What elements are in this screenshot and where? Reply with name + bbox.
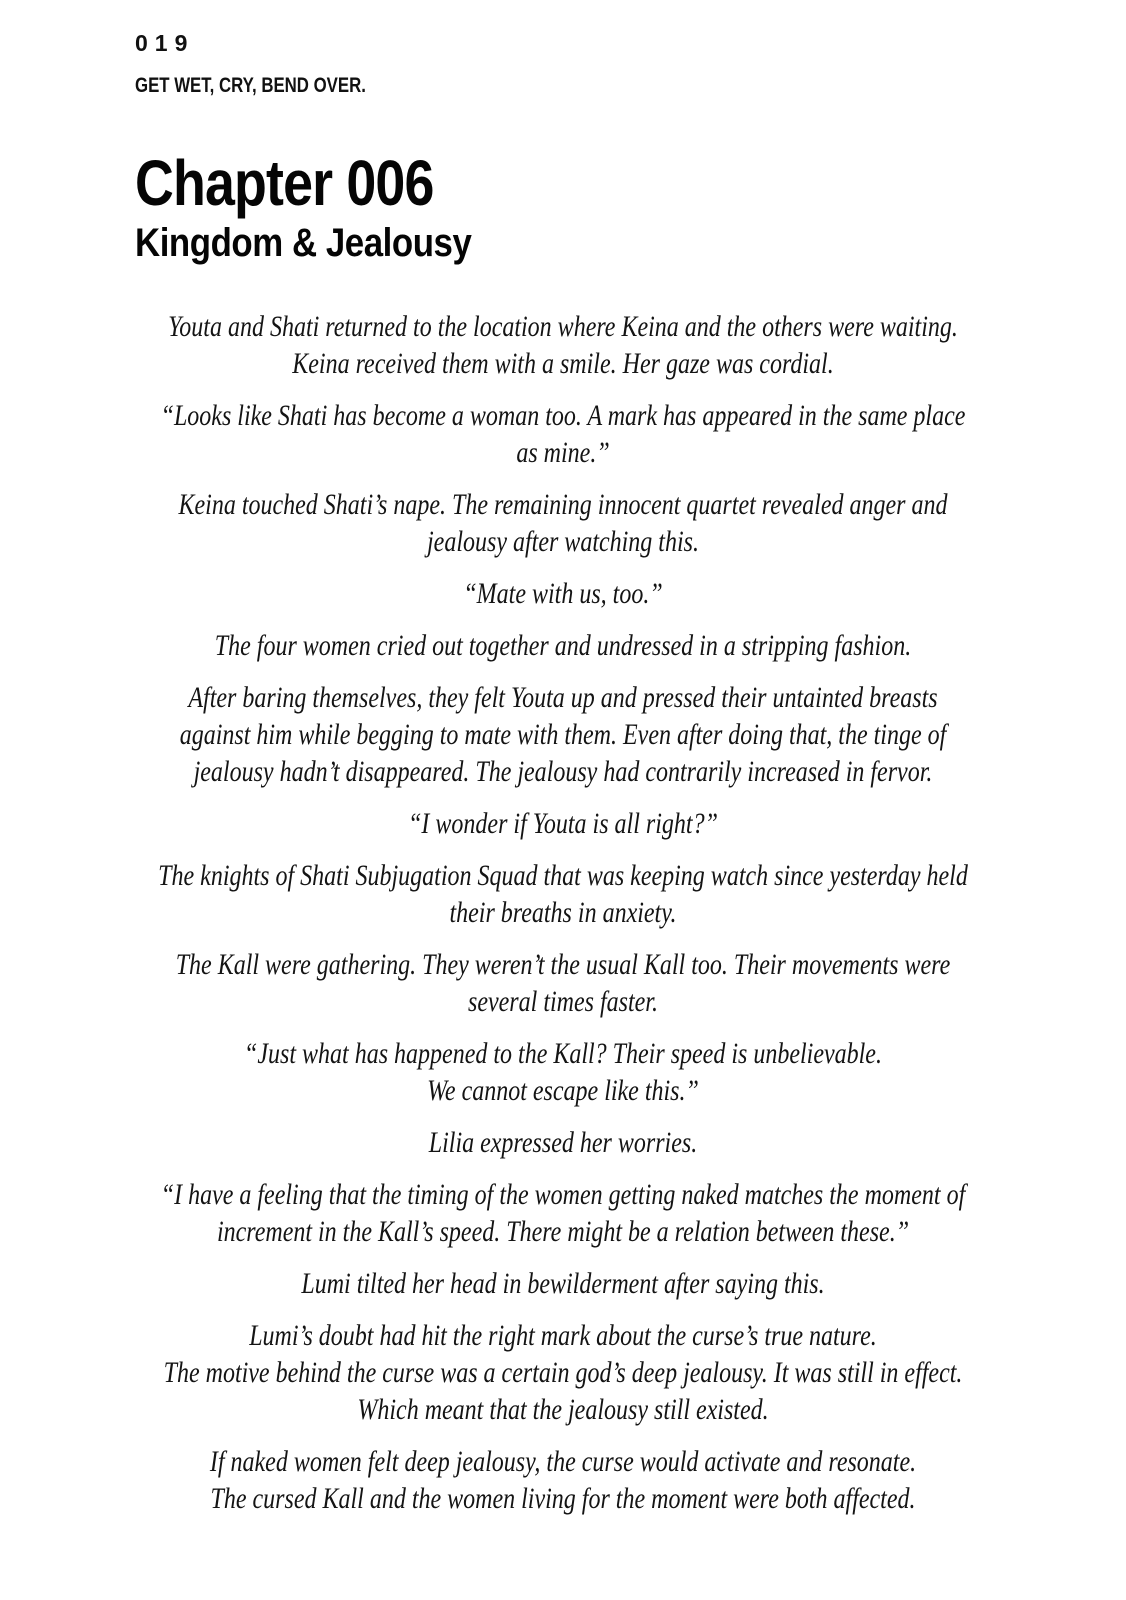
text-line: several times faster.	[468, 985, 658, 1018]
text-line: Keina touched Shati’s nape. The remaining innocent quartet revealed anger and	[178, 488, 948, 521]
paragraph	[113, 397, 1014, 471]
text-line: Which meant that the jealousy still existed.	[357, 1393, 769, 1426]
page-header	[135, 30, 1035, 263]
paragraph	[113, 1124, 1014, 1161]
text-line: “Looks like Shati has become a woman too. A mark has appeared in the same place	[160, 399, 966, 432]
text-line: Lumi tilted her head in bewilderment after saying this.	[301, 1267, 825, 1300]
paragraph	[113, 308, 1014, 382]
paragraph	[113, 627, 1014, 664]
paragraph	[113, 857, 1014, 931]
text-line: “Mate with us, too.”	[463, 577, 663, 610]
text-line: We cannot escape like this.”	[427, 1074, 699, 1107]
text-line: “Just what has happened to the Kall? Their speed is unbelievable.	[244, 1037, 882, 1070]
paragraph	[113, 1443, 1014, 1517]
paragraph	[113, 1176, 1014, 1250]
paragraph	[113, 805, 1014, 842]
text-line: The cursed Kall and the women living for the moment were both affected.	[210, 1482, 916, 1515]
text-line: The knights of Shati Subjugation Squad that was keeping watch since yesterday held	[158, 859, 968, 892]
text-line: If naked women felt deep jealousy, the curse would activate and resonate.	[209, 1445, 917, 1478]
text-line: Keina received them with a smile. Her gaze was cordial.	[292, 347, 834, 380]
text-line: Youta and Shati returned to the location where Keina and the others were waiting.	[168, 310, 958, 343]
text-line: increment in the Kall’s speed. There might be a relation between these.”	[216, 1215, 910, 1248]
paragraph	[113, 1317, 1014, 1428]
text-line: “I wonder if Youta is all right?”	[408, 807, 718, 840]
paragraph	[113, 575, 1014, 612]
body-text	[113, 308, 1014, 1517]
text-line: The Kall were gathering. They weren’t the usual Kall too. Their movements were	[175, 948, 951, 981]
text-line: Lumi’s doubt had hit the right mark about the curse’s true nature.	[249, 1319, 877, 1352]
chapter-title: Kingdom & Jealousy	[135, 221, 472, 265]
paragraph	[113, 946, 1014, 1020]
page-number: 019	[135, 30, 195, 56]
text-line: “I have a feeling that the timing of the women getting naked matches the moment of	[160, 1178, 966, 1211]
paragraph	[113, 679, 1014, 790]
paragraph	[113, 1265, 1014, 1302]
text-line: The four women cried out together and undressed in a stripping fashion.	[214, 629, 912, 662]
text-line: The motive behind the curse was a certain god’s deep jealousy. It was still in effect.	[163, 1356, 963, 1389]
text-line: jealousy after watching this.	[427, 525, 699, 558]
text-line: their breaths in anxiety.	[449, 896, 677, 929]
paragraph	[113, 486, 1014, 560]
running-title: GET WET, CRY, BEND OVER.	[135, 74, 366, 97]
text-line: Lilia expressed her worries.	[428, 1126, 698, 1159]
text-line: against him while begging to mate with them. Even after doing that, the tinge of	[179, 718, 947, 751]
paragraph	[113, 1035, 1014, 1109]
text-line: After baring themselves, they felt Youta up and pressed their untainted breasts	[188, 681, 938, 714]
text-line: jealousy hadn’t disappeared. The jealousy had contrarily increased in fervor.	[193, 755, 933, 788]
chapter-number: Chapter 006	[135, 147, 434, 219]
text-line: as mine.”	[516, 436, 610, 469]
